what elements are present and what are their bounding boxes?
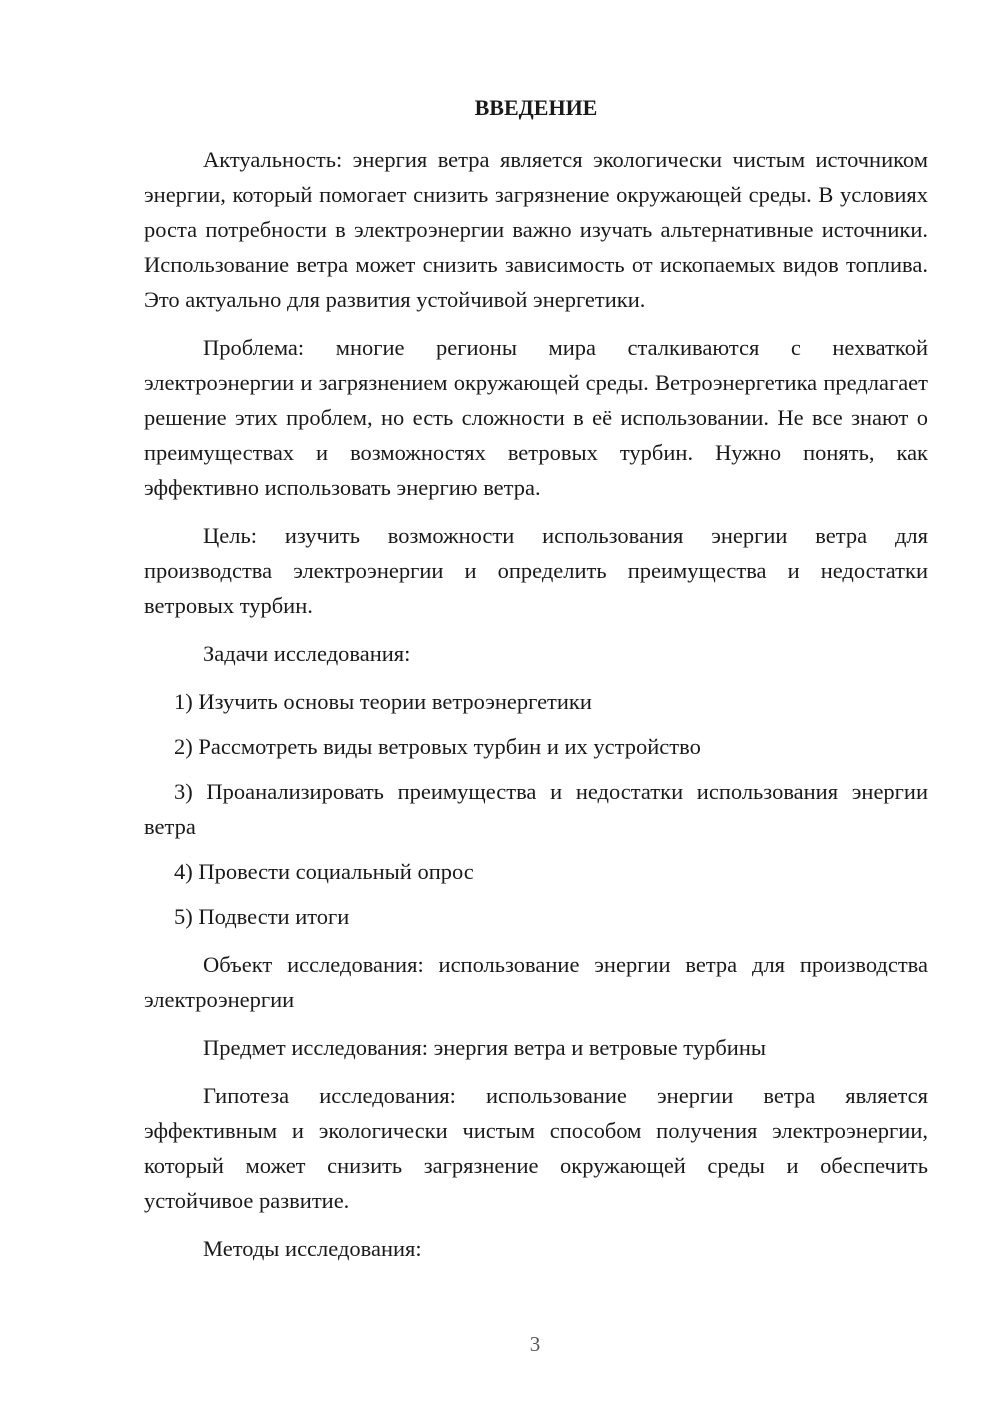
goal-paragraph: Цель: изучить возможности использования энергии ветра для производства электроэнергии и определить преимущества и недостатки ветровых турбин. (144, 523, 928, 618)
problem-paragraph: Проблема: многие регионы мира сталкиваются с нехваткой электроэнергии и загрязнением окружающей среды. Ветроэнергетика предлагает решение этих проблем, но есть сложности в её использовании. Не все знают о преимуществах и возможностях ветровых турбин. Нужно понять, как эффективно использовать энергию ветра. (144, 335, 928, 500)
section-title: ВВЕДЕНИЕ (474, 95, 598, 120)
relevance-paragraph: Актуальность: энергия ветра является экологически чистым источником энергии, который помогает снизить загрязнение окружающей среды. В условиях роста потребности в электроэнергии важно изучать альтернативные источники. Использование ветра может снизить зависимость от ископаемых видов топлива. Это актуально для развития устойчивой энергетики. (144, 147, 928, 312)
task-item: 5) Подвести итоги (174, 904, 350, 929)
task-item: 4) Провести социальный опрос (174, 859, 474, 884)
hypothesis-paragraph: Гипотеза исследования: использование энергии ветра является эффективным и экологически чистым способом получения электроэнергии, который может снизить загрязнение окружающей среды и обеспечить устойчивое развитие. (144, 1083, 928, 1213)
page-number: 3 (529, 1332, 541, 1356)
document-page (144, 90, 928, 1279)
task-item: 3) Проанализировать преимущества и недостатки использования энергии ветра (144, 779, 928, 839)
tasks-heading: Задачи исследования: (203, 641, 411, 666)
task-item: 1) Изучить основы теории ветроэнергетики (174, 689, 592, 714)
object-paragraph: Объект исследования: использование энергии ветра для производства электроэнергии (144, 952, 928, 1012)
task-item: 2) Рассмотреть виды ветровых турбин и их устройство (174, 734, 701, 759)
methods-heading: Методы исследования: (203, 1236, 422, 1261)
subject-paragraph: Предмет исследования: энергия ветра и ветровые турбины (203, 1035, 766, 1060)
